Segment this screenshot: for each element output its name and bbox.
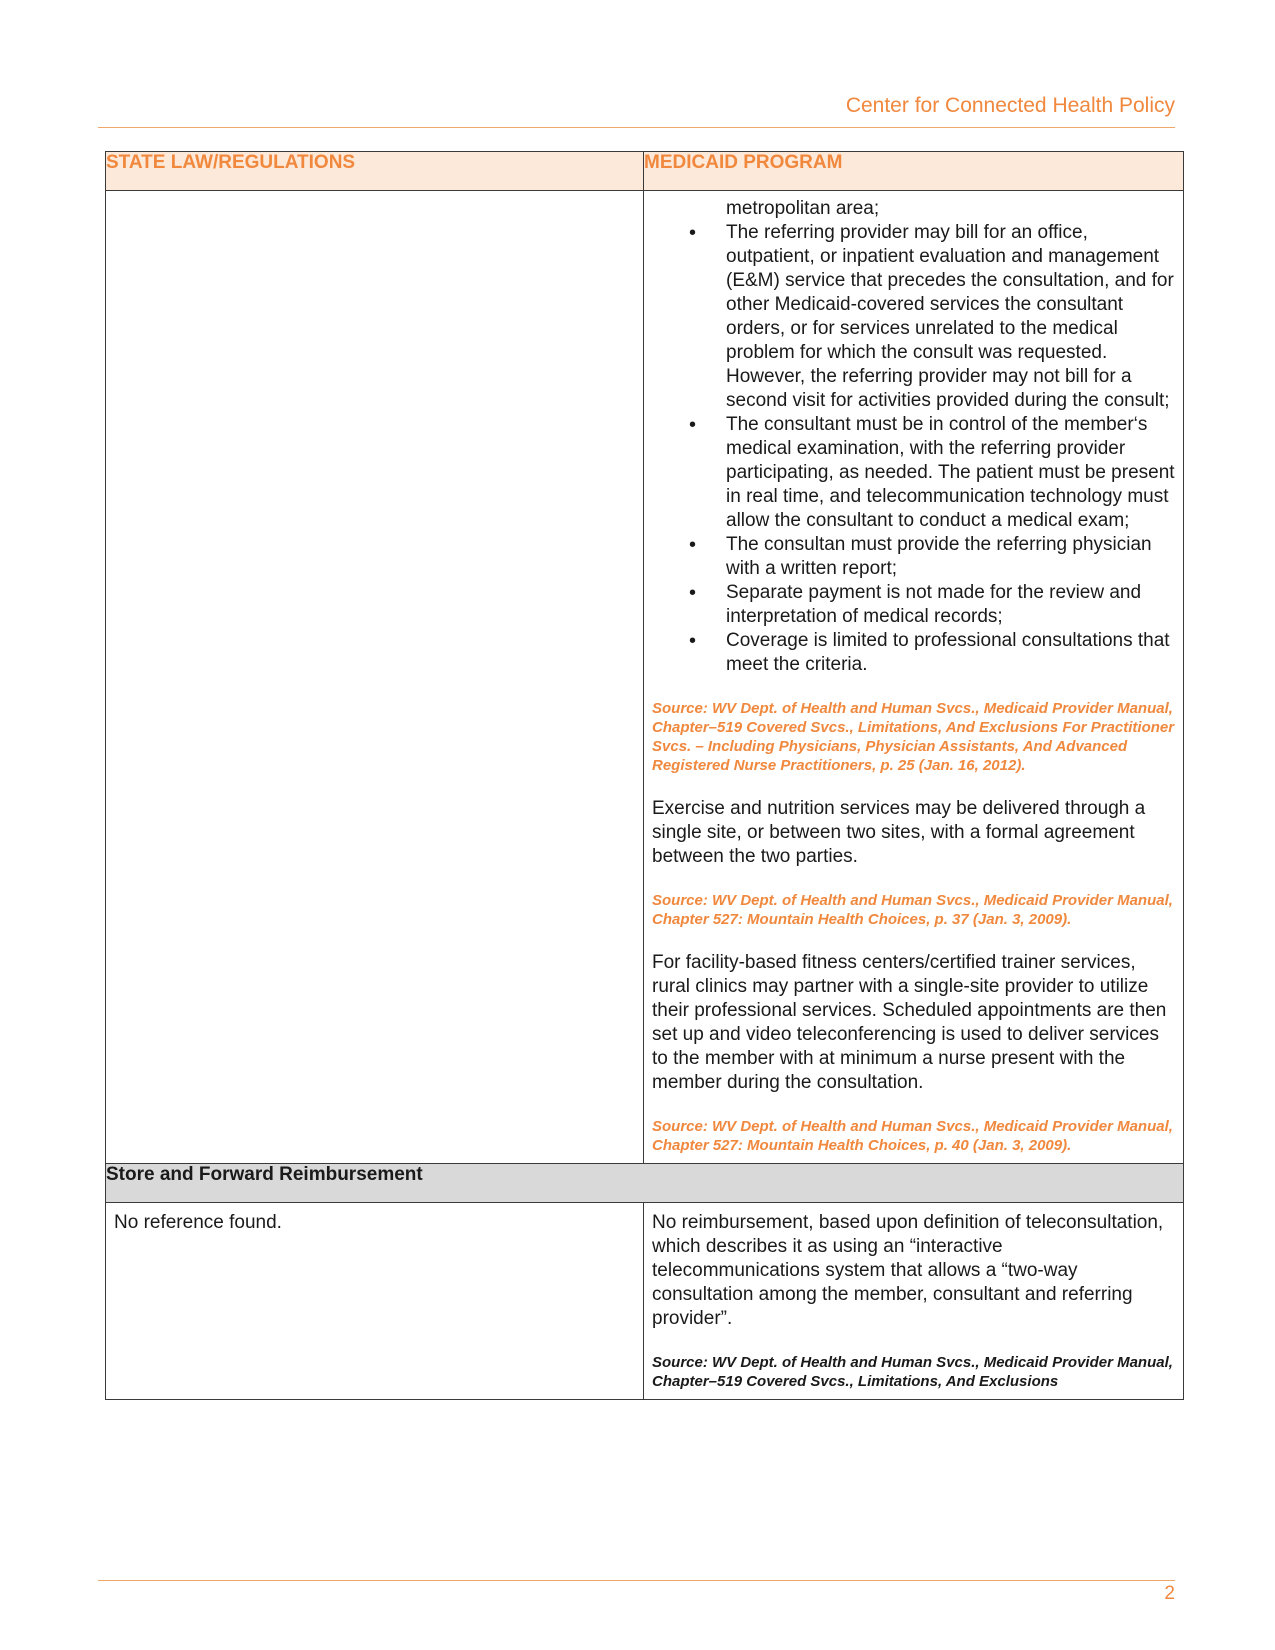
policy-table bbox=[105, 151, 1184, 1400]
section-title: Store and Forward Reimbursement bbox=[106, 1164, 1184, 1203]
list-item: • The referring provider may bill for an office, outpatient, or inpatient evaluation and management (E&M) service that precedes the consultation, and for other Medicaid-covered services the consultant orders, or for services unrelated to the medical problem for which the consult was requested. However, the referring provider may not bill for a second visit for activities provided during the consult; bbox=[726, 221, 1175, 413]
list-item: • The consultant must be in control of the member‘s medical examination, with the referring provider participating, as needed. The patient must be present in real time, and telecommunication technology must allow the consultant to conduct a medical exam; bbox=[726, 413, 1175, 533]
source-citation: Source: WV Dept. of Health and Human Svcs., Medicaid Provider Manual, Chapter–519 Covered Svcs., Limitations, And Exclusions bbox=[652, 1354, 1173, 1390]
source-citation: Source: WV Dept. of Health and Human Svcs., Medicaid Provider Manual, Chapter 527: Mountain Health Choices, p. 40 (Jan. 3, 2009). bbox=[652, 1118, 1173, 1154]
header-rule bbox=[98, 127, 1175, 128]
state-law-cell bbox=[106, 1203, 644, 1400]
table-header-row bbox=[106, 152, 1184, 191]
source-citation: Source: WV Dept. of Health and Human Svcs., Medicaid Provider Manual, Chapter–519 Covered Svcs., Limitations, And Exclusions For Practitioner Svcs. – Including Physicians, Physician Assistants, And Advanced Registered Nurse Practitioners, p. 25 (Jan. 16, 2012). bbox=[652, 700, 1175, 774]
list-item: • The consultan must provide the referring physician with a written report; bbox=[726, 533, 1175, 581]
criteria-list bbox=[652, 197, 1175, 677]
table-row bbox=[106, 191, 1184, 1164]
column-header-medicaid: MEDICAID PROGRAM bbox=[644, 152, 1184, 191]
medicaid-cell bbox=[644, 1203, 1184, 1400]
state-law-cell bbox=[106, 191, 644, 1164]
list-item-continuation: metropolitan area; bbox=[726, 198, 880, 219]
page-number: 2 bbox=[1164, 1583, 1175, 1604]
body-paragraph: For facility-based fitness centers/certified trainer services, rural clinics may partner with a single-site provider to utilize their professional services. Scheduled appointments are then set up and video teleconferencing is used to deliver services to the member with at minimum a nurse present with the member during the consultation. bbox=[652, 952, 1167, 1093]
list-item: • Separate payment is not made for the review and interpretation of medical records; bbox=[726, 581, 1175, 629]
document-header-title: Center for Connected Health Policy bbox=[845, 94, 1175, 117]
table-row bbox=[106, 1203, 1184, 1400]
source-citation: Source: WV Dept. of Health and Human Svcs., Medicaid Provider Manual, Chapter 527: Mountain Health Choices, p. 37 (Jan. 3, 2009). bbox=[652, 892, 1173, 928]
list-item: • Coverage is limited to professional consultations that meet the criteria. bbox=[726, 629, 1175, 677]
column-header-state-law: STATE LAW/REGULATIONS bbox=[106, 152, 644, 191]
body-paragraph: Exercise and nutrition services may be delivered through a single site, or between two sites, with a formal agreement between the two parties. bbox=[652, 798, 1146, 867]
footer-rule bbox=[98, 1580, 1175, 1581]
medicaid-cell bbox=[644, 191, 1184, 1164]
section-header-row bbox=[106, 1164, 1184, 1203]
body-paragraph: No reimbursement, based upon definition of teleconsultation, which describes it as using an “interactive telecommunications system that allows a “two-way consultation among the member, consultant and referring provider”. bbox=[652, 1212, 1164, 1329]
state-law-text: No reference found. bbox=[114, 1212, 282, 1233]
